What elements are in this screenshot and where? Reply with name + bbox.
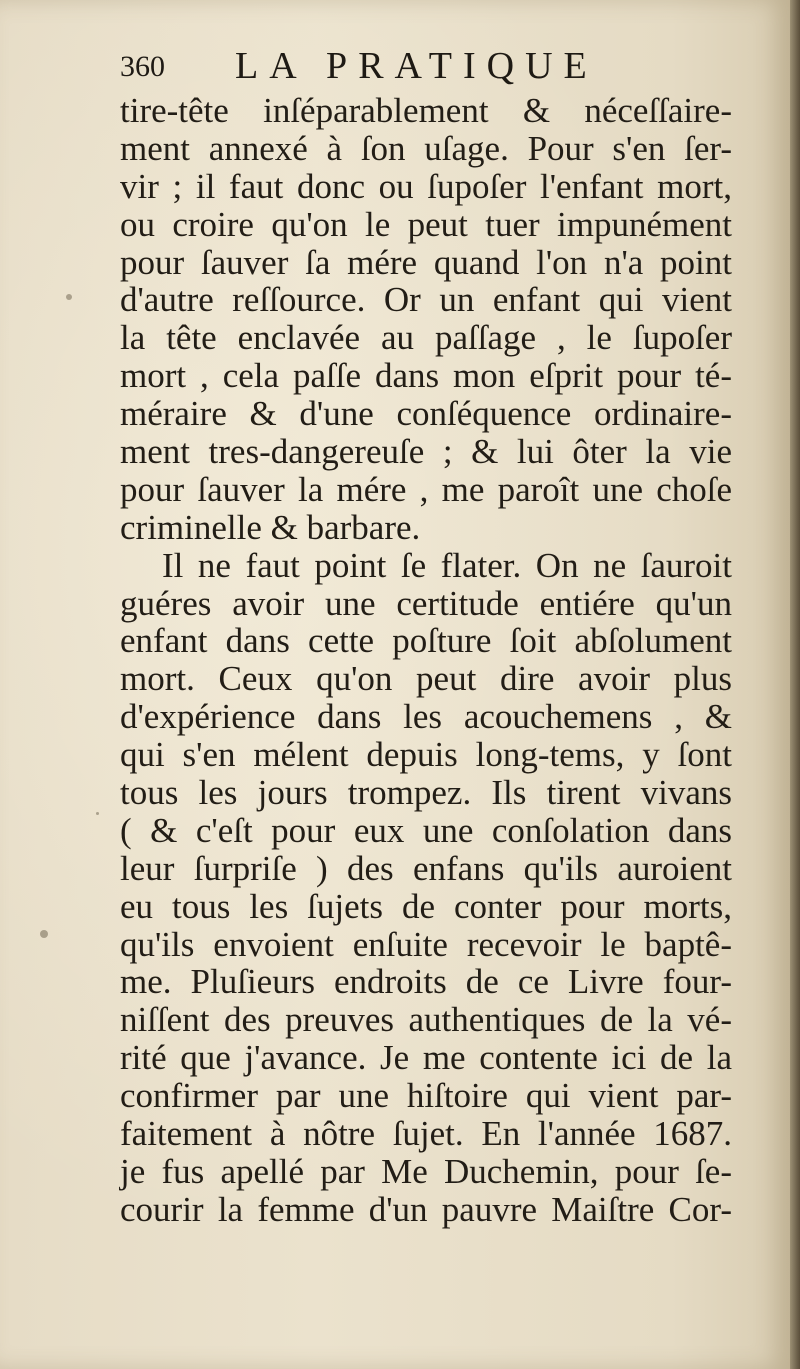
page-header (120, 42, 740, 90)
text-line: vir ; il faut donc ou ſupoſer l'enfant mort, (120, 166, 732, 206)
text-line: me. Pluſieurs endroits de ce Livre four- (120, 962, 732, 1002)
text-line: rité que j'avance. Je me contente ici de la (120, 1038, 732, 1078)
text-line: criminelle & barbare. (120, 507, 421, 547)
text-line: ( & c'eſt pour eux une conſolation dans (120, 810, 732, 850)
text-line: courir la femme d'un pauvre Maiſtre Cor- (120, 1189, 732, 1229)
text-line: ment tres-dangereuſe ; & lui ôter la vie (120, 432, 732, 472)
paper-speck (66, 294, 72, 300)
text-line: tire-tête inſéparablement & néceſſaire- (120, 91, 732, 130)
paper-speck (40, 930, 48, 938)
text-line: la tête enclavée au paſſage , le ſupoſer (120, 318, 732, 358)
text-line: pour ſauver ſa mére quand l'on n'a point (120, 242, 732, 282)
text-line: je fus apellé par Me Duchemin, pour ſe- (120, 1151, 732, 1191)
text-line: méraire & d'une conſéquence ordinaire- (120, 394, 732, 434)
text-line: d'expérience dans les acouchemens , & (120, 697, 732, 737)
text-line: guéres avoir une certitude entiére qu'un (120, 583, 732, 623)
page-gutter (790, 0, 800, 1369)
text-line: eu tous les ſujets de conter pour morts, (120, 886, 732, 926)
text-line: enfant dans cette poſture ſoit abſolument (120, 621, 732, 661)
text-line: pour ſauver la mére , me paroît une choſe (120, 469, 732, 509)
text-line: Il ne faut point ſe flater. On ne ſauroit (162, 545, 732, 585)
text-line: tous les jours trompez. Ils tirent vivans (120, 773, 732, 813)
text-line: ment annexé à ſon uſage. Pour s'en ſer- (120, 128, 732, 168)
text-line: mort , cela paſſe dans mon eſprit pour té- (120, 356, 732, 396)
text-line: qui s'en mélent depuis long-tems, y ſont (120, 735, 732, 775)
text-line: ou croire qu'on le peut tuer impunément (120, 204, 732, 244)
paper-speck (96, 812, 99, 815)
text-line: faitement à nôtre ſujet. En l'année 1687. (120, 1114, 732, 1154)
text-line: mort. Ceux qu'on peut dire avoir plus (120, 659, 732, 699)
page-number: 360 (120, 50, 165, 83)
body-text (120, 92, 732, 1229)
text-line: leur ſurpriſe ) des enfans qu'ils auroient (120, 848, 732, 888)
text-line: qu'ils envoient enſuite recevoir le baptê- (120, 924, 732, 964)
running-title: LA PRATIQUE (235, 45, 598, 87)
text-line: d'autre reſſource. Or un enfant qui vient (120, 280, 732, 320)
text-line: confirmer par une hiſtoire qui vient par- (120, 1076, 732, 1116)
text-line: niſſent des preuves authentiques de la vé- (120, 1000, 732, 1040)
